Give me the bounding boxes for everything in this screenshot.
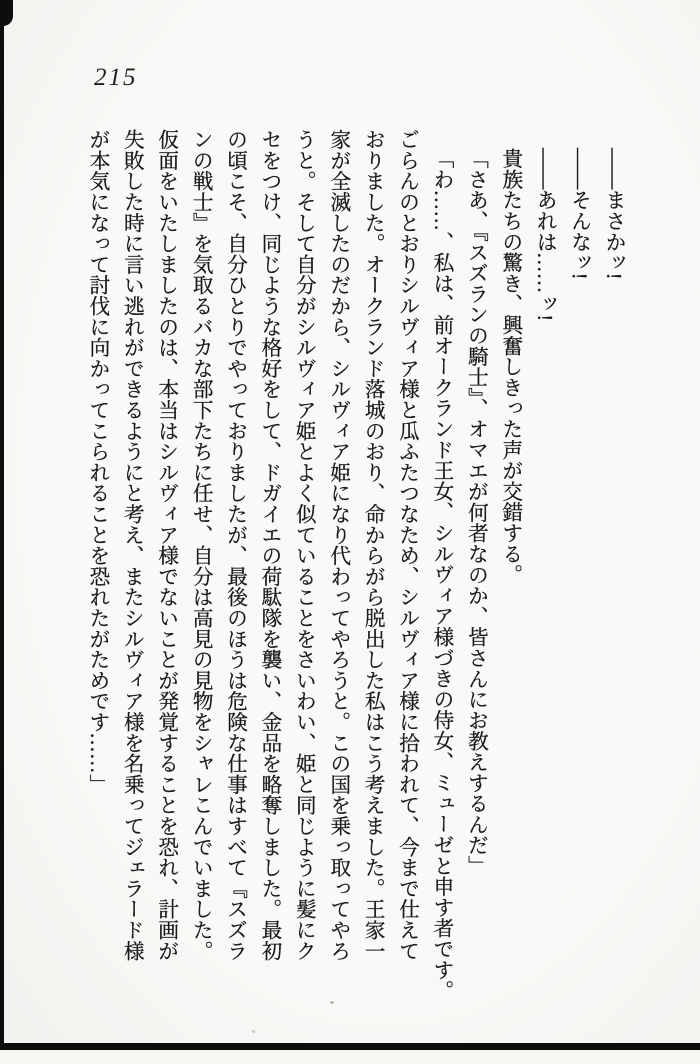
text-line: 家が全滅したのだから、シルヴィア姫になり代わってやろうと。この国を乗っ取ってやろ bbox=[326, 129, 349, 961]
scan-corner-top-left bbox=[0, 0, 13, 26]
page-number: 215 bbox=[94, 64, 138, 91]
vertical-text-block bbox=[80, 129, 631, 1064]
text-line: の頃こそ、自分ひとりでやっておりましたが、最後のほうは危険な仕事はすべて『スズラ bbox=[223, 129, 246, 961]
text-line: 貴族たちの驚き、興奮しきった声が交錯する。 bbox=[498, 148, 521, 585]
text-line: ンの戦士』を気取るバカな部下たちに任せ、自分は高見の見物をシャレこんでいました。 bbox=[189, 129, 212, 961]
text-line: ――まさかッ! bbox=[602, 148, 624, 280]
text-line: ――あれは……ッ! bbox=[533, 148, 556, 322]
text-line: 失敗した時に言い逃れができるようにと考え、またシルヴィア様を名乗ってジェラード様 bbox=[120, 129, 143, 961]
scan-edge-left bbox=[0, 0, 4, 1050]
text-line: ――そんなッ! bbox=[567, 148, 590, 280]
text-line: が本気になって討伐に向かってこられることを恐れたがためです……」 bbox=[85, 129, 108, 795]
text-line: 仮面をいたしましたのは、本当はシルヴィア様でないことが発覚することを恐れ、計画が bbox=[154, 129, 177, 961]
text-line: 「わ……、私は、前オークランド王女、シルヴィア様づきの侍女、ミューゼと申す者です。 bbox=[429, 148, 452, 1001]
text-line: セをつけ、同じような格好をして、ドガイエの荷駄隊を襲い、金品を略奪しました。最初 bbox=[257, 129, 280, 961]
text-line: ごらんのとおりシルヴィア様と瓜ふたつなため、シルヴィア様に拾われて、今まで仕えて bbox=[395, 129, 418, 961]
text-line: うと。そして自分がシルヴィア姫とよく似ていることをさいわい、姫と同じように髪にク bbox=[292, 129, 315, 961]
text-line: おりました。オークランド落城のおり、命からがら脱出した私はこう考えました。王家一 bbox=[361, 129, 384, 961]
text-line: 「さあ、『スズランの騎士』、オマエが何者なのか、皆さんにお教えするんだ」 bbox=[464, 148, 487, 877]
